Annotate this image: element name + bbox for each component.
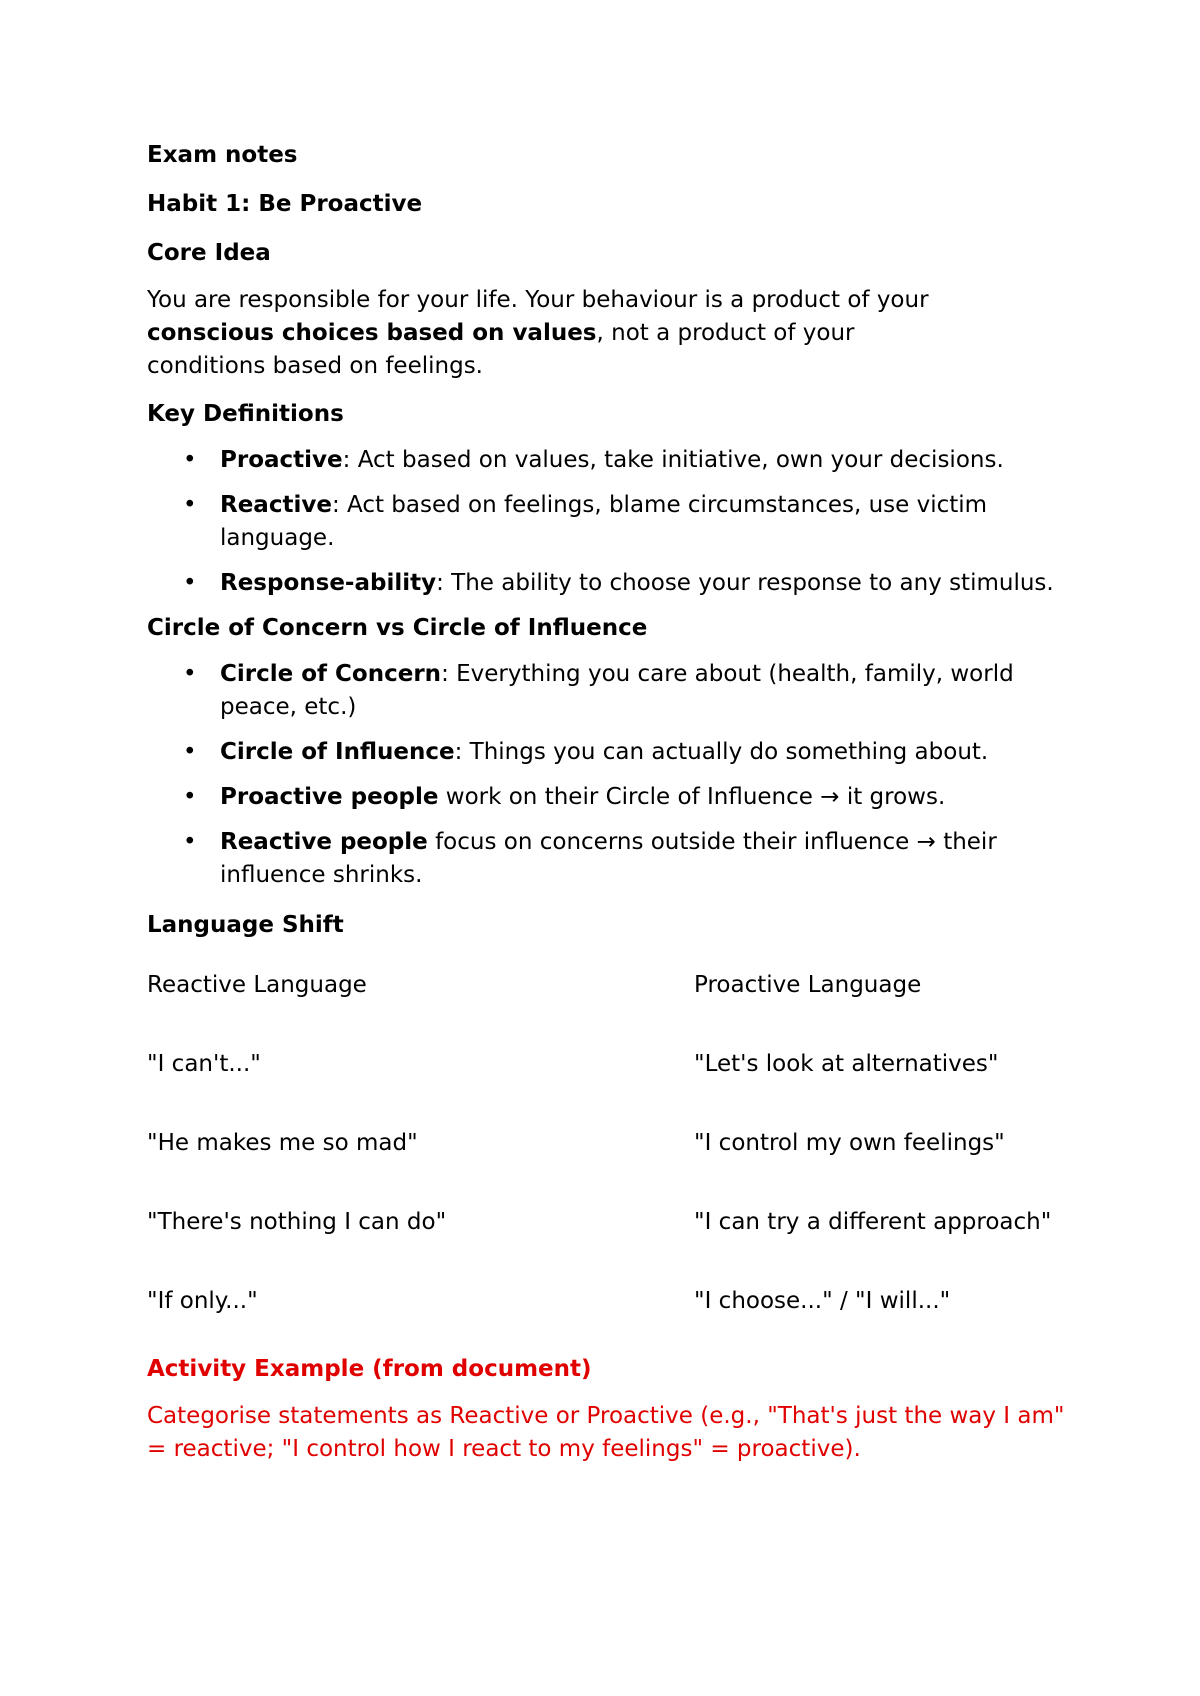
proactive-phrase: "I can try a different approach" [694, 1209, 1052, 1235]
circles-heading: Circle of Concern vs Circle of Influence [147, 615, 648, 641]
circle-term: Circle of Influence [220, 739, 455, 765]
reactive-phrase: "If only..." [147, 1288, 258, 1314]
bullet-icon: • [183, 784, 197, 810]
bullet-icon: • [183, 492, 197, 518]
definition-text: : Act based on feelings, blame circumstances, use victim language. [220, 492, 988, 551]
document-title: Exam notes [147, 142, 298, 168]
activity-heading: Activity Example (from document) [147, 1356, 592, 1382]
list-item [147, 736, 1087, 769]
table-row [147, 1285, 1087, 1337]
reactive-phrase: "He makes me so mad" [147, 1130, 418, 1156]
document-page [147, 140, 1087, 1466]
list-item [147, 781, 1087, 814]
reactive-phrase: "There's nothing I can do" [147, 1209, 447, 1235]
proactive-phrase: "I choose..." / "I will..." [694, 1288, 951, 1314]
circle-text: work on their Circle of Influence → it grows. [438, 784, 946, 810]
bullet-icon: • [183, 447, 197, 473]
bullet-icon: • [183, 829, 197, 855]
core-idea-paragraph [147, 284, 967, 383]
table-header-row [147, 969, 1087, 1048]
language-table [147, 969, 1087, 1337]
list-item [147, 826, 1087, 892]
list-item [147, 567, 1087, 600]
reactive-phrase: "I can't..." [147, 1051, 261, 1077]
key-definitions-list [147, 444, 1087, 600]
activity-text: Categorise statements as Reactive or Proactive (e.g., "That's just the way I am" = reactive; "I control how I react to my feelings" = proactive). [147, 1403, 1065, 1462]
list-item [147, 658, 1087, 724]
bullet-icon: • [183, 570, 197, 596]
circle-text: : Everything you care about (health, family, world peace, etc.) [220, 661, 1014, 720]
proactive-phrase: "I control my own feelings" [694, 1130, 1005, 1156]
circle-text: focus on concerns outside their influence → their influence shrinks. [220, 829, 997, 888]
bullet-icon: • [183, 661, 197, 687]
core-idea-text-pre: You are responsible for your life. Your behaviour is a product of your [147, 287, 929, 313]
circle-term: Reactive people [220, 829, 428, 855]
core-idea-heading: Core Idea [147, 240, 271, 266]
key-definitions-heading: Key Definitions [147, 401, 344, 427]
table-row [147, 1127, 1087, 1206]
definition-term: Response-ability [220, 570, 437, 596]
table-row [147, 1206, 1087, 1285]
definition-text: : Act based on values, take initiative, own your decisions. [342, 447, 1004, 473]
bullet-icon: • [183, 739, 197, 765]
column-header-reactive: Reactive Language [147, 972, 367, 998]
list-item [147, 444, 1087, 477]
definition-text: : The ability to choose your response to any stimulus. [436, 570, 1054, 596]
circle-term: Circle of Concern [220, 661, 442, 687]
circle-term: Proactive people [220, 784, 439, 810]
habit-heading: Habit 1: Be Proactive [147, 191, 423, 217]
table-row [147, 1048, 1087, 1127]
definition-term: Proactive [220, 447, 343, 473]
column-header-proactive: Proactive Language [694, 972, 922, 998]
proactive-phrase: "Let's look at alternatives" [694, 1051, 999, 1077]
circles-list [147, 658, 1087, 892]
definition-term: Reactive [220, 492, 332, 518]
core-idea-text-post: , not a product of your conditions based on feelings. [147, 320, 855, 379]
core-idea-text-bold: conscious choices based on values [147, 320, 597, 346]
language-shift-heading: Language Shift [147, 912, 344, 938]
list-item [147, 489, 1087, 555]
circle-text: : Things you can actually do something about. [454, 739, 989, 765]
